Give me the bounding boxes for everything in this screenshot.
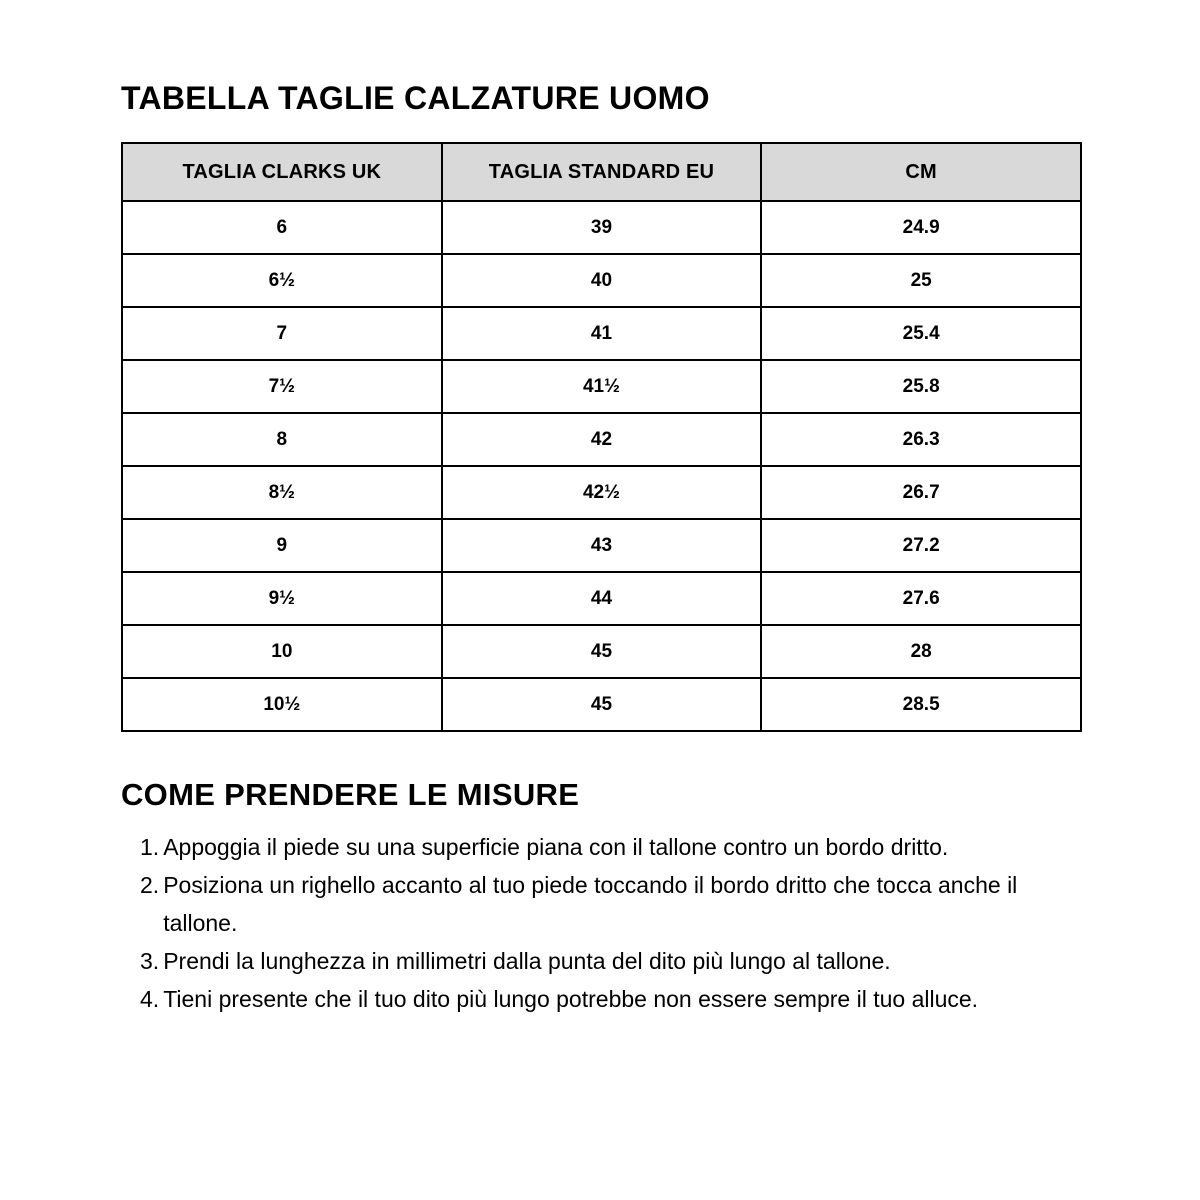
table-cell: 40 [442,254,762,307]
list-item-text: Posiziona un righello accanto al tuo piede toccando il bordo dritto che tocca anche il tallone. [163,872,1018,936]
size-table [121,142,1082,732]
table-row [122,413,1081,466]
table-row [122,572,1081,625]
list-item [140,980,1082,1018]
table-cell: 28.5 [761,678,1081,731]
list-item-number: 2. [140,872,160,898]
table-cell: 45 [442,678,762,731]
table-cell: 39 [442,201,762,254]
table-cell: 7 [122,307,442,360]
table-cell: 24.9 [761,201,1081,254]
size-chart-title: TABELLA TAGLIE CALZATURE UOMO [121,80,710,116]
table-row [122,254,1081,307]
table-cell: 42½ [442,466,762,519]
table-cell: 45 [442,625,762,678]
table-cell: 27.2 [761,519,1081,572]
table-cell: 6 [122,201,442,254]
list-item-number: 1. [140,834,160,860]
table-cell: 10 [122,625,442,678]
list-item [140,942,1082,980]
table-cell: 41½ [442,360,762,413]
table-row [122,678,1081,731]
table-cell: 8 [122,413,442,466]
table-cell: 25.8 [761,360,1081,413]
list-item [140,828,1082,866]
table-row [122,307,1081,360]
table-cell: 10½ [122,678,442,731]
table-cell: 25.4 [761,307,1081,360]
table-cell: 6½ [122,254,442,307]
table-cell: 41 [442,307,762,360]
table-row [122,201,1081,254]
table-cell: 28 [761,625,1081,678]
column-header-cm: CM [761,143,1081,201]
table-cell: 25 [761,254,1081,307]
list-item [140,866,1082,942]
column-header-eu: TAGLIA STANDARD EU [442,143,762,201]
column-header-uk: TAGLIA CLARKS UK [122,143,442,201]
table-cell: 26.7 [761,466,1081,519]
table-cell: 44 [442,572,762,625]
instructions-list [121,828,1082,1018]
measure-instructions-title: COME PRENDERE LE MISURE [121,777,580,812]
list-item-text: Prendi la lunghezza in millimetri dalla punta del dito più lungo al tallone. [163,948,891,974]
table-row [122,360,1081,413]
table-cell: 8½ [122,466,442,519]
table-row [122,466,1081,519]
table-row [122,625,1081,678]
table-cell: 9½ [122,572,442,625]
table-cell: 7½ [122,360,442,413]
size-table-body [122,201,1081,731]
table-cell: 27.6 [761,572,1081,625]
list-item-number: 3. [140,948,160,974]
table-cell: 9 [122,519,442,572]
list-item-text: Appoggia il piede su una superficie piana con il tallone contro un bordo dritto. [163,834,949,860]
list-item-text: Tieni presente che il tuo dito più lungo potrebbe non essere sempre il tuo alluce. [163,986,979,1012]
size-table-header [122,143,1081,201]
table-cell: 26.3 [761,413,1081,466]
table-cell: 42 [442,413,762,466]
table-cell: 43 [442,519,762,572]
table-row [122,519,1081,572]
list-item-number: 4. [140,986,160,1012]
header-row [122,143,1081,201]
